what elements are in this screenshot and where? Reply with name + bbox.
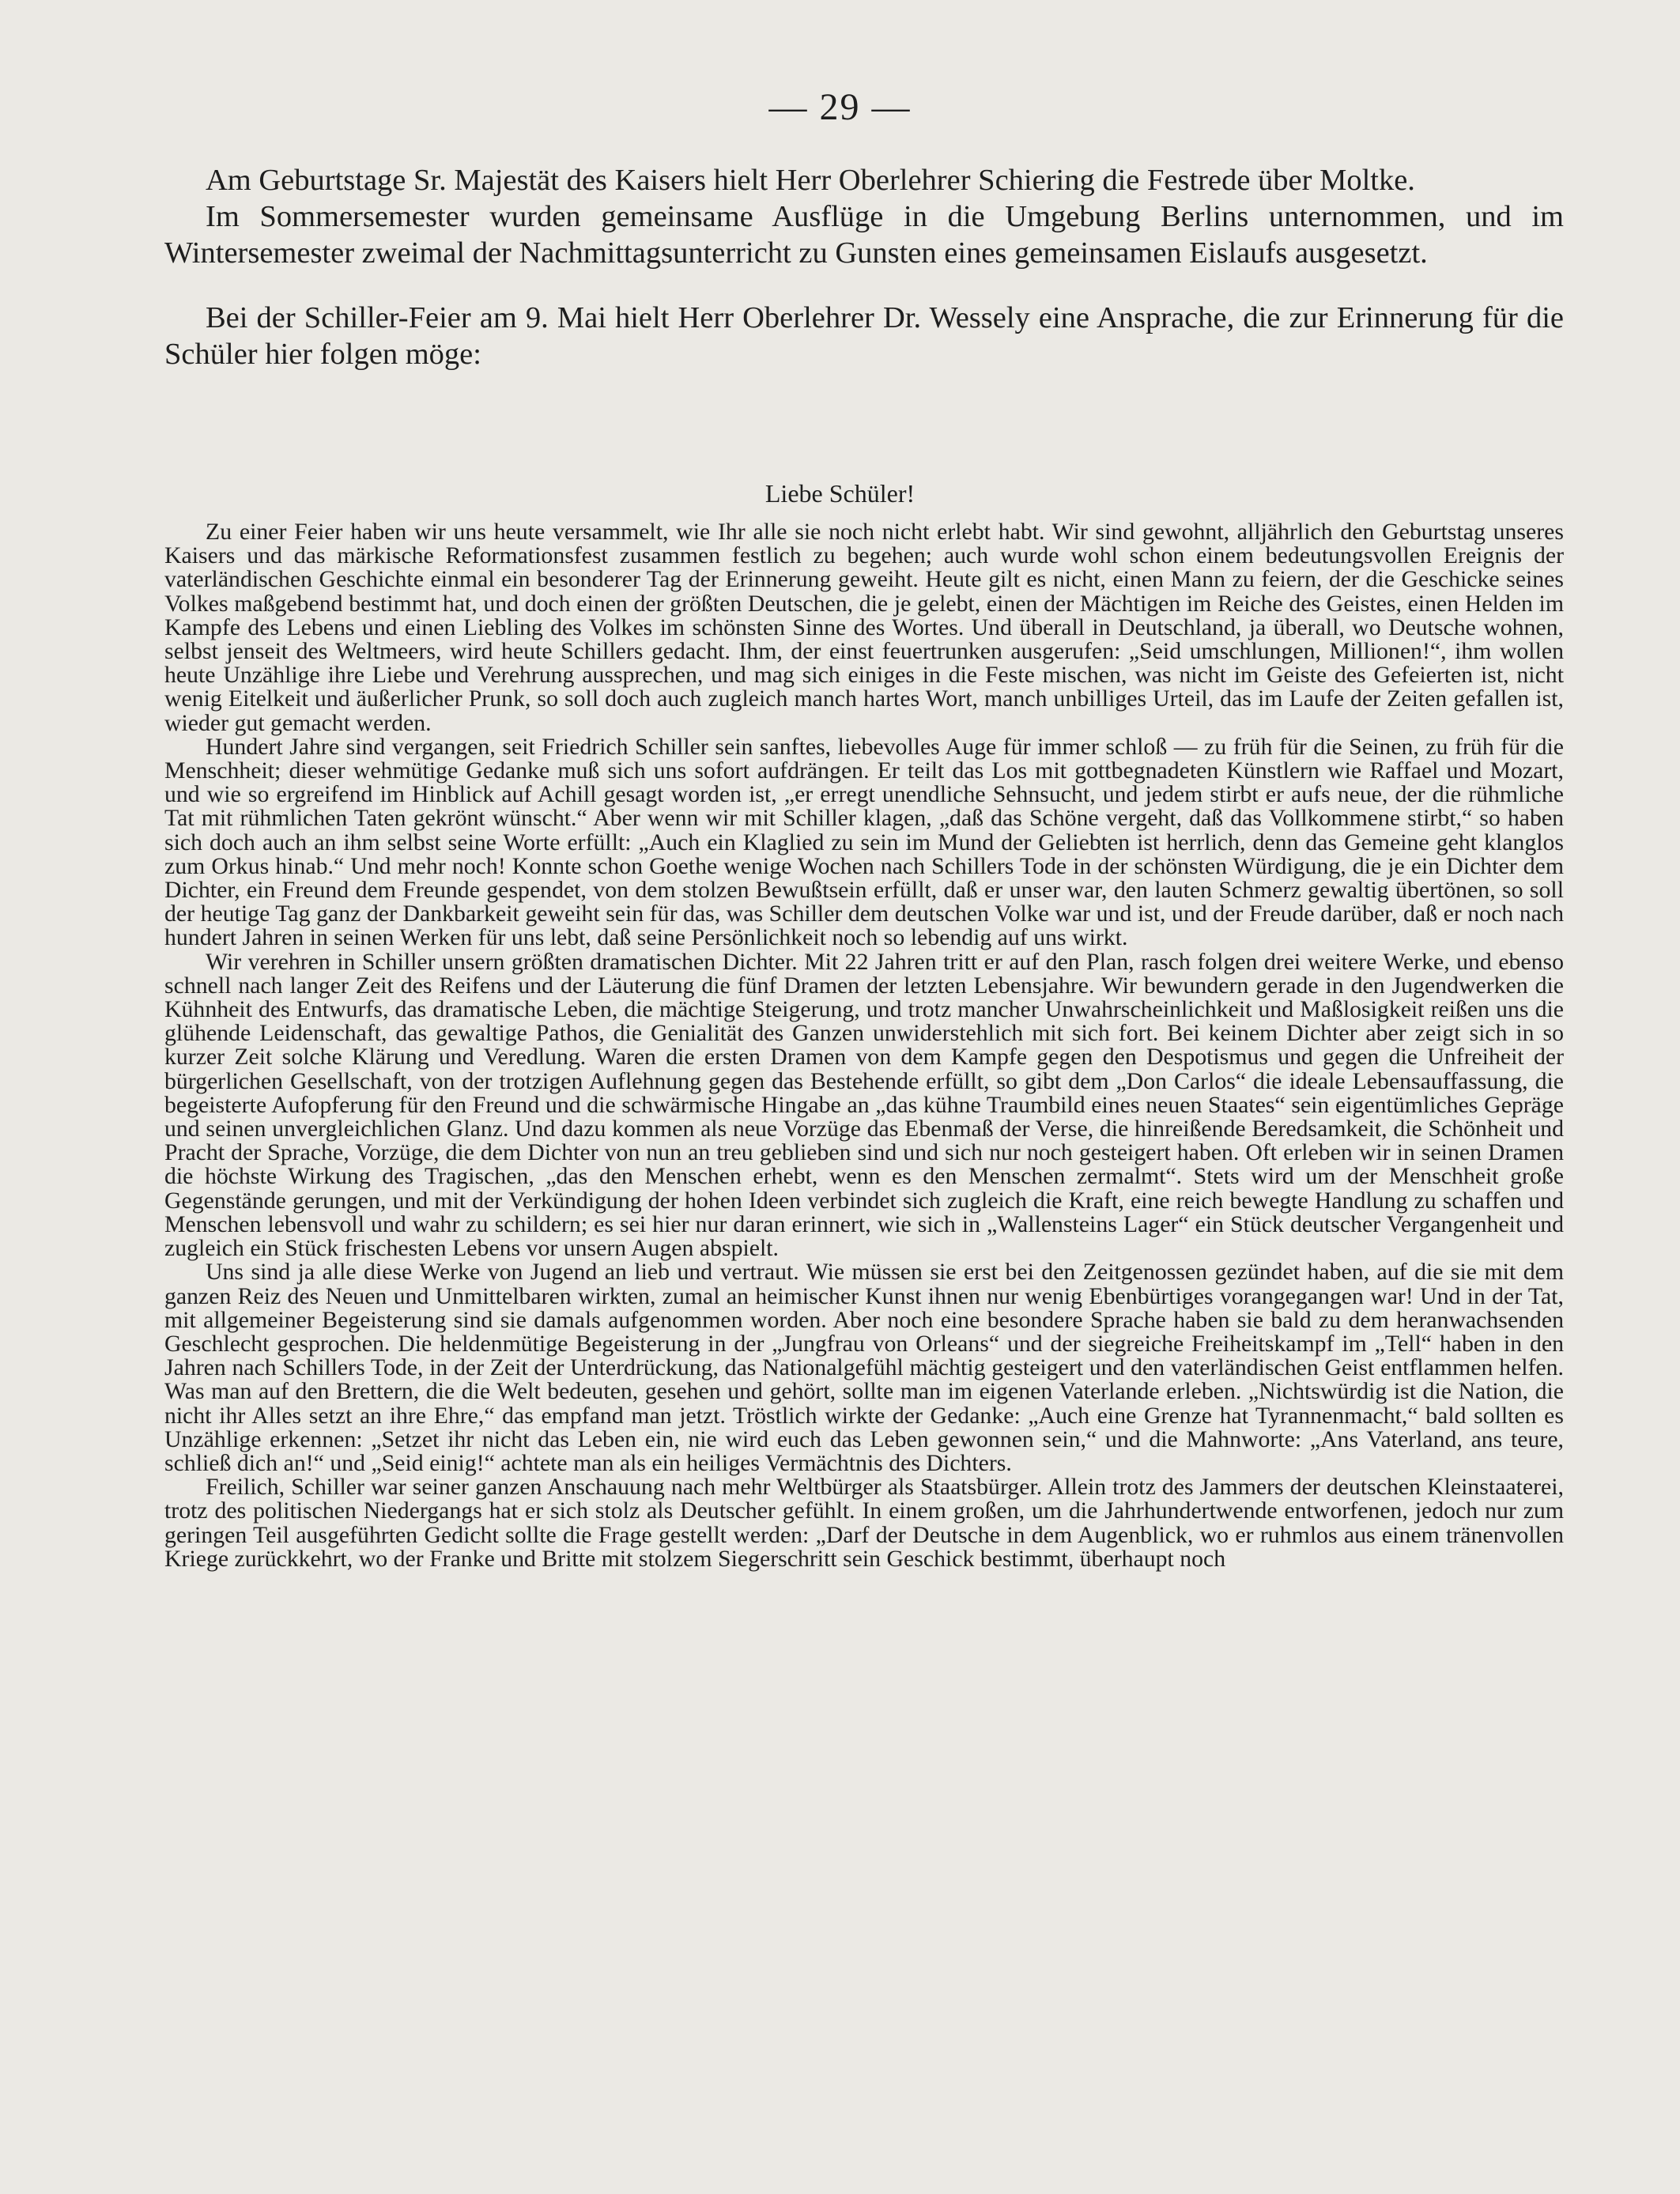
speech-salutation: Liebe Schüler! xyxy=(764,479,916,508)
speech-paragraph-2: Hundert Jahre sind vergangen, seit Friedrich Schiller sein sanftes, liebevolles Auge für immer schloß — zu früh für die Seinen, zu früh für die Menschheit; dieser wehmütige Gedanke muß sich uns sofort aufdrängen. Er teilt das Los mit gottbegnadeten Künstlern wie Raffael und Mozart, und wie so ergreifend im Hinblick auf Achill gesagt worden ist, „er erregt unendliche Sehnsucht, und jedem stirbt er aufs neue, der die rühmliche Tat mit rühmlichen Taten gekrönt wünscht.“ Aber wenn wir mit Schiller klagen, „daß das Schöne vergeht, daß das Vollkommene stirbt,“ so haben sich doch auch an ihm selbst seine Worte erfüllt: „Auch ein Klaglied zu sein im Mund der Geliebten ist herrlich, denn das Gemeine geht klanglos zum Orkus hinab.“ Und mehr noch! Konnte schon Goethe wenige Wochen nach Schillers Tode in der schönsten Würdigung, die je ein Dichter dem Dichter, ein Freund dem Freunde gespendet, von dem stolzen Bewußtsein erfüllt, daß er unser war, den lauten Schmerz gewaltig übertönen, so soll der heutige Tag ganz der Dankbarkeit geweiht sein für das, was Schiller dem deutschen Volke war und ist, und der Freude darüber, daß er noch nach hundert Jahren in seinen Werken für uns lebt, daß seine Persönlichkeit noch so lebendig auf uns wirkt. xyxy=(164,733,1564,951)
speech-body xyxy=(164,520,1564,1571)
page-number: — 29 — xyxy=(768,86,912,128)
speech-paragraph-1: Zu einer Feier haben wir uns heute versammelt, wie Ihr alle sie noch nicht erlebt habt. Wir sind gewohnt, alljährlich den Geburtstag unseres Kaisers und das märkische Reformationsfest zusammen festlich zu begehen; auch wurde wohl schon einem bedeutungsvollen Ereignis der vaterländischen Geschichte einmal ein besonderer Tag der Erinnerung geweiht. Heute gilt es nicht, einen Mann zu feiern, der die Geschicke seines Volkes maßgebend bestimmt hat, und doch einen der größten Deutschen, die je gelebt, einen der Mächtigen im Reiche des Geistes, einen Helden im Kampfe des Lebens und einen Liebling des Volkes im schönsten Sinne des Wortes. Und überall in Deutschland, ja überall, wo Deutsche wohnen, selbst jenseit des Weltmeers, wird heute Schillers gedacht. Ihm, der einst feuertrunken ausgerufen: „Seid umschlungen, Millionen!“, ihm wollen heute Unzählige ihre Liebe und Verehrung aussprechen, und mag sich einiges in die Feste mischen, was nicht im Geiste des Gefeierten ist, nicht wenig Eitelkeit und äußerlicher Prunk, so soll doch auch zugleich manch hartes Wort, manch unbilliges Urteil, das im Laufe der Zeiten gefallen ist, wieder gut gemacht werden. xyxy=(164,519,1564,736)
speech-paragraph-3: Wir verehren in Schiller unsern größten dramatischen Dichter. Mit 22 Jahren tritt er auf den Plan, rasch folgen drei weitere Werke, und ebenso schnell nach langer Zeit des Reifens und der Läuterung die fünf Dramen der letzten Lebensjahre. Wir bewundern gerade in den Jugendwerken die Kühnheit des Entwurfs, das dramatische Leben, die mächtige Steigerung, und trotz mancher Unwahrscheinlichkeit und Maßlosigkeit reißen uns die glühende Leidenschaft, das gewaltige Pathos, die Genialität des Ganzen unwiderstehlich mit sich fort. Bei keinem Dichter aber zeigt sich in so kurzer Zeit solche Klärung und Veredlung. Waren die ersten Dramen von dem Kampfe gegen den Despotismus und gegen die Unfreiheit der bürgerlichen Gesellschaft, von der trotzigen Auflehnung gegen das Bestehende erfüllt, so gibt dem „Don Carlos“ die ideale Lebensauffassung, die begeisterte Aufopferung für den Freund und die schwärmische Hingabe an „das kühne Traumbild eines neuen Staates“ sein eigentümliches Gepräge und seinen unvergleichlichen Glanz. Und dazu kommen als neue Vorzüge das Ebenmaß der Verse, die hinreißende Beredsamkeit, die Schönheit und Pracht der Sprache, Vorzüge, die dem Dichter von nun an treu geblieben sind und sich nur noch gesteigert haben. Oft erleben wir in seinen Dramen die höchste Wirkung des Tragischen, „das den Menschen erhebt, wenn es den Menschen zermalmt“. Stets wird um der Menschheit große Gegenstände gerungen, und mit der Verkündigung der hohen Ideen verbindet sich zugleich die Kraft, eine reich bewegte Handlung zu schaffen und Menschen lebensvoll und wahr zu schildern; es sei hier nur daran erinnert, wie sich in „Wallensteins Lager“ ein Stück deutscher Vergangenheit und zugleich ein Stück frischesten Lebens vor unsern Augen abspielt. xyxy=(164,948,1564,1262)
speech-paragraph-4: Uns sind ja alle diese Werke von Jugend an lieb und vertraut. Wie müssen sie erst bei den Zeitgenossen gezündet haben, auf die sie mit dem ganzen Reiz des Neuen und Unmittelbaren wirkten, zumal an heimischer Kunst ihnen nur wenig Ebenbürtiges vorangegangen war! Und in der Tat, mit allgemeiner Begeisterung sind sie damals aufgenommen worden. Aber noch eine besondere Sprache haben sie bald zu dem heranwachsenden Geschlecht gesprochen. Die heldenmütige Begeisterung in der „Jungfrau von Orleans“ und der siegreiche Freiheitskampf im „Tell“ haben in den Jahren nach Schillers Tode, in der Zeit der Unterdrückung, das Nationalgefühl mächtig gesteigert und den vaterländischen Geist entflammen helfen. Was man auf den Brettern, die die Welt bedeuten, gesehen und gehört, sollte man im eigenen Vaterlande erleben. „Nichtswürdig ist die Nation, die nicht ihr Alles setzt an ihre Ehre,“ das empfand man jetzt. Tröstlich wirkte der Gedanke: „Auch eine Grenze hat Tyrannenmacht,“ bald sollten es Unzählige erkennen: „Setzet ihr nicht das Leben ein, nie wird euch das Leben gewonnen sein,“ und die Mahnworte: „Ans Vaterland, ans teure, schließ dich an!“ und „Seid einig!“ achtete man als ein heiliges Vermächtnis des Dichters. xyxy=(164,1259,1564,1476)
paragraph-schiller-celebration: Bei der Schiller-Feier am 9. Mai hielt Herr Oberlehrer Dr. Wessely eine Ansprache, die zur Erinnerung für die Schüler hier folgen möge: xyxy=(164,301,1564,371)
paragraph-excursions: Im Sommersemester wurden gemeinsame Ausflüge in die Umgebung Berlins unternommen, und im Wintersemester zweimal der Nachmittagsunterricht zu Gunsten eines gemeinsamen Eislaufs ausgesetzt. xyxy=(164,200,1564,270)
paragraph-birthday-speech: Am Geburtstage Sr. Majestät des Kaisers hielt Herr Oberlehrer Schiering die Festrede über Moltke. xyxy=(206,164,1415,197)
speech-paragraph-5: Freilich, Schiller war seiner ganzen Anschauung nach mehr Weltbürger als Staatsbürger. Allein trotz des Jammers der deutschen Kleinstaaterei, trotz des politischen Niedergangs hat er sich stolz als Deutscher gefühlt. In einem großen, um die Jahrhundertwende entworfenen, jedoch nur zum geringen Teil ausgeführten Gedicht sollte die Frage gestellt werden: „Darf der Deutsche in dem Augenblick, wo er ruhmlos aus einem tränenvollen Kriege zurückkehrt, wo der Franke und Britte mit stolzem Siegerschritt sein Geschick bestimmt, überhaupt noch xyxy=(164,1474,1564,1572)
school-report-section xyxy=(164,162,1564,372)
